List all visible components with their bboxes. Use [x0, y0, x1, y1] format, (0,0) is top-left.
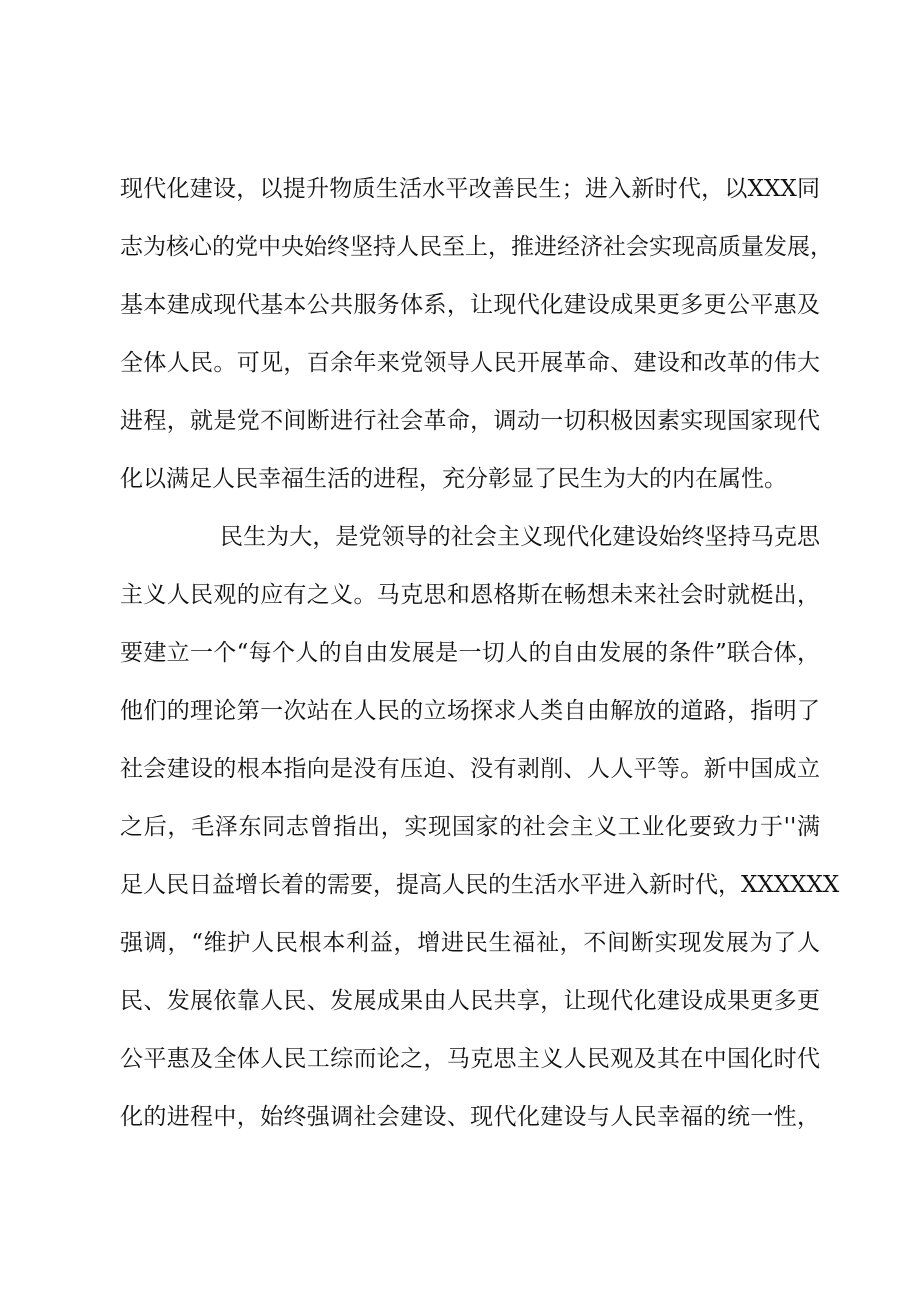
paragraph-line: 志为核心的党中央始终坚持人民至上，推进经济社会实现高质量发展， — [120, 234, 833, 260]
paragraph-1 — [120, 160, 833, 508]
paragraph-2 — [120, 508, 840, 1146]
paragraph-line: 强调，“维护人民根本利益，增进民生福祉，不间断实现发展为了人 — [120, 930, 820, 956]
paragraph-line: 基本建成现代基本公共服务体系，让现代化建设成果更多更公平惠及 — [120, 292, 820, 318]
paragraph-line: 要建立一个“每个人的自由发展是一切人的自由发展的条件”联合体， — [120, 640, 820, 666]
paragraph-line: 之后，毛泽东同志曾指出，实现国家的社会主义工业化要致力于''满 — [120, 814, 820, 840]
paragraph-line: 社会建设的根本指向是没有压迫、没有剥削、人人平等。新中国成立 — [120, 756, 820, 782]
paragraph-line: 进程，就是党不间断进行社会革命，调动一切积极因素实现国家现代 — [120, 408, 820, 434]
paragraph-line: 公平惠及全体人民工综而论之，马克思主义人民观及其在中国化时代 — [120, 1046, 820, 1072]
paragraph-line: 足人民日益增长着的需要，提高人民的生活水平进入新时代，XXXXXX — [120, 872, 840, 898]
paragraph-line: 民、发展依靠人民、发展成果由人民共享，让现代化建设成果更多更 — [120, 988, 820, 1014]
paragraph-line: 他们的理论第一次站在人民的立场探求人类自由解放的道路，指明了 — [120, 698, 820, 724]
paragraph-line: 化的进程中，始终强调社会建设、现代化建设与人民幸福的统一性， — [120, 1104, 820, 1130]
paragraph-line: 全体人民。可见，百余年来党领导人民开展革命、建设和改革的伟大 — [120, 350, 820, 376]
paragraph-line: 化以满足人民幸福生活的进程，充分彰显了民生为大的内在属性。 — [120, 466, 787, 492]
paragraph-line: 民生为大，是党领导的社会主义现代化建设始终坚持马克思 — [220, 524, 820, 550]
paragraph-line: 现代化建设，以提升物质生活水平改善民生；进入新时代，以XXX同 — [120, 176, 820, 202]
paragraph-line: 主义人民观的应有之义。马克思和恩格斯在畅想未来社会时就梃出， — [120, 582, 820, 608]
